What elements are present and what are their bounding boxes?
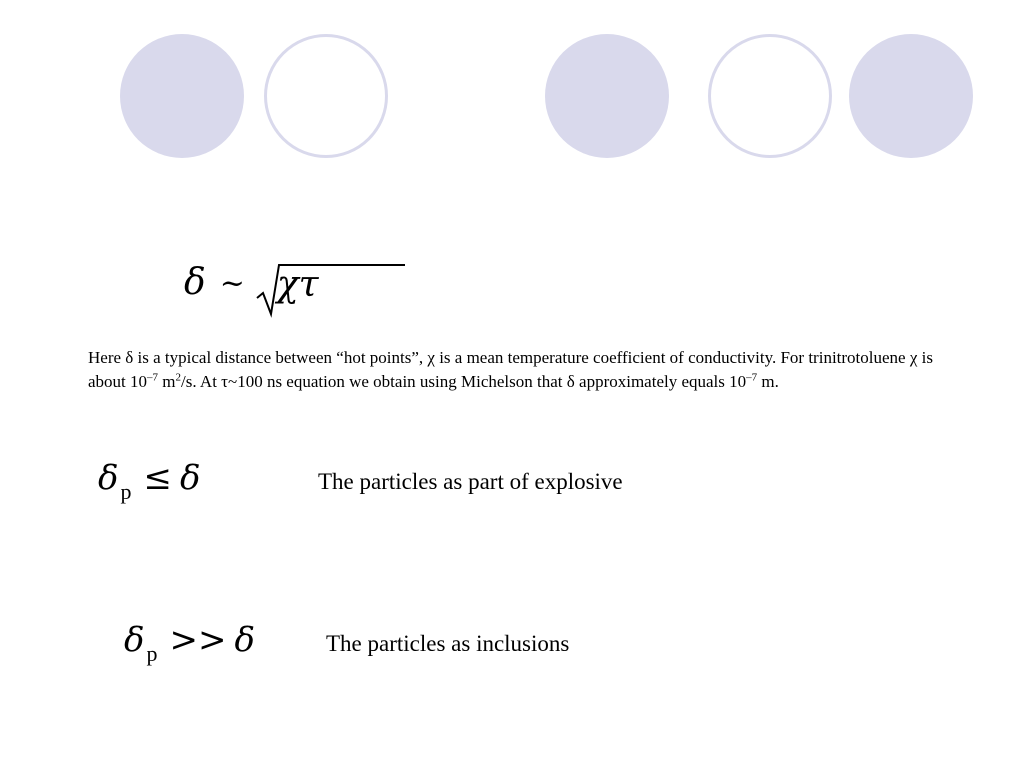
- formula-operator: ≤: [143, 458, 172, 498]
- paragraph-exponent: –7: [147, 371, 159, 384]
- decorative-circle-outline: [708, 34, 832, 158]
- square-root: [255, 262, 319, 305]
- formula-subscript: p: [146, 641, 158, 666]
- formula-lhs: δ: [124, 620, 145, 660]
- decorative-circle-outline: [264, 34, 388, 158]
- paragraph-exponent: 2: [175, 371, 182, 384]
- formula-relation: ~: [219, 266, 245, 301]
- paragraph-exponent: –7: [746, 371, 758, 384]
- formula-condition-much-greater: [124, 620, 255, 666]
- formula-condition-less-equal: [98, 458, 201, 504]
- formula-lhs: δ: [184, 262, 206, 303]
- paragraph-text: Here δ is a typical distance between “hot points”, χ is a mean temperature coefficient of conductivity. For trinitrotoluene χ is about 10: [88, 348, 933, 391]
- caption-inclusions: The particles as inclusions: [326, 631, 570, 656]
- formula-lhs: δ: [98, 458, 119, 498]
- paragraph-text: /s. At τ~100 ns equation we obtain using Michelson that δ approximately equals 10: [181, 372, 747, 391]
- formula-radicand: χτ: [276, 264, 319, 305]
- formula-subscript: p: [120, 479, 132, 504]
- paragraph-text: m.: [757, 372, 779, 391]
- explanation-paragraph: [88, 346, 948, 394]
- radical-sign-icon: [255, 262, 407, 318]
- formula-rhs: δ: [179, 458, 201, 498]
- decorative-circle-filled: [545, 34, 669, 158]
- formula-delta-sqrt: [184, 262, 319, 318]
- formula-operator: >>: [169, 620, 227, 660]
- decorative-circle-filled: [849, 34, 973, 158]
- formula-rhs: δ: [234, 620, 255, 660]
- decorative-circle-filled: [120, 34, 244, 158]
- paragraph-text: m: [158, 372, 176, 391]
- decorative-circle-row: [0, 0, 1024, 170]
- caption-explosive-part: The particles as part of explosive: [318, 469, 623, 494]
